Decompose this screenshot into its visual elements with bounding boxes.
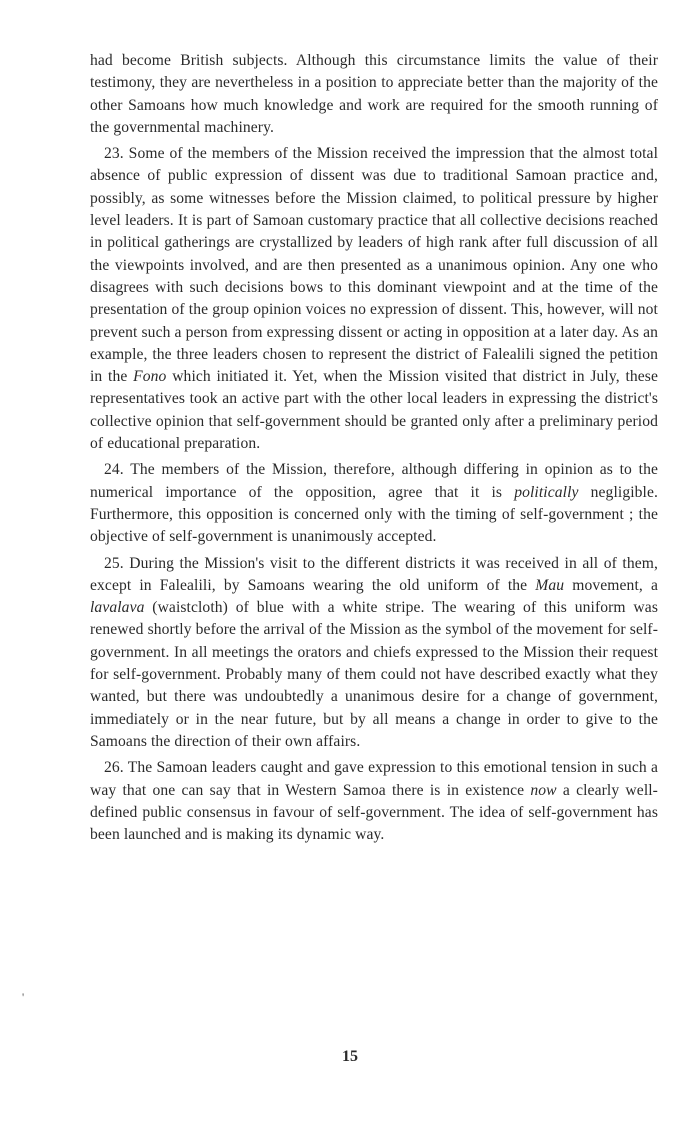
paragraph-p23 (90, 143, 658, 455)
margin-mark: ' (22, 990, 25, 1004)
document-page (90, 50, 658, 850)
italic-term: lavalava (90, 599, 145, 617)
text-run: (waistcloth) of blue with a white stripe. The wearing of this uniform was renewed shortly before the arrival of the Mission as the symbol of the movement for self-government. In all meetings the orators and chiefs expressed to the Mission their request for self-government. Probably many of them could not have described exactly what they wanted, but there was undoubtedly a unanimous desire for a change of government, immediately or in the near future, but by all means a change in order to give to the Samoans the direction of their own affairs. (90, 599, 658, 750)
italic-term: now (530, 781, 557, 799)
text-run: movement, a (564, 576, 658, 594)
italic-term: politically (514, 483, 579, 501)
text-run: negligible. Furthermore, this opposition is concerned only with the timing of self-government ; the objective of self-government is unanimously accepted. (90, 483, 658, 546)
italic-term: Fono (133, 368, 167, 386)
text-run: 24. The members of the Mission, therefore, although differing in opinion as to the numerical importance of the opposition, agree that it is (90, 461, 658, 501)
text-run: 26. The Samoan leaders caught and gave expression to this emotional tension in such a way that one can say that in Western Samoa there is in existence (90, 759, 658, 799)
text-run: 25. During the Mission's visit to the different districts it was received in all of them, except in Falealili, by Samoans wearing the old uniform of the (90, 554, 658, 594)
page-number: 15 (342, 1048, 358, 1065)
paragraph-p24 (90, 459, 658, 548)
paragraph-p25 (90, 553, 658, 754)
body-text (90, 50, 658, 846)
text-run: had become British subjects. Although this circumstance limits the value of their testimony, they are nevertheless in a position to appreciate better than the majority of the other Samoans how much knowledge and work are required for the smooth running of the governmental machinery. (90, 52, 658, 136)
paragraph-p22-cont (90, 50, 658, 139)
text-run: which initiated it. Yet, when the Mission visited that district in July, these representatives took an active part with the other local leaders in expressing the district's collective opinion that self-government should be granted only after a preliminary period of educational preparation. (90, 368, 658, 453)
text-run: a clearly well-defined public consensus in favour of self-government. The idea of self-government has been launched and is making its dynamic way. (90, 781, 658, 844)
paragraph-p26 (90, 757, 658, 846)
text-run: 23. Some of the members of the Mission received the impression that the almost total absence of public expression of dissent was due to traditional Samoan practice and, possibly, as some witnesses before the Mission claimed, to political pressure by higher level leaders. It is part of Samoan customary practice that all collective decisions reached in political gatherings are crystallized by leaders of high rank after full discussion of all the viewpoints involved, and are then presented as a unanimous opinion. Any one who disagrees with such decisions bows to this dominant viewpoint and at the time of the presentation of the group opinion voices no expression of dissent. This, however, will not prevent such a person from expressing dissent or acting in opposition at a later day. As an example, the three leaders chosen to represent the district of Falealili signed the petition in the (90, 145, 658, 386)
italic-term: Mau (535, 576, 565, 594)
